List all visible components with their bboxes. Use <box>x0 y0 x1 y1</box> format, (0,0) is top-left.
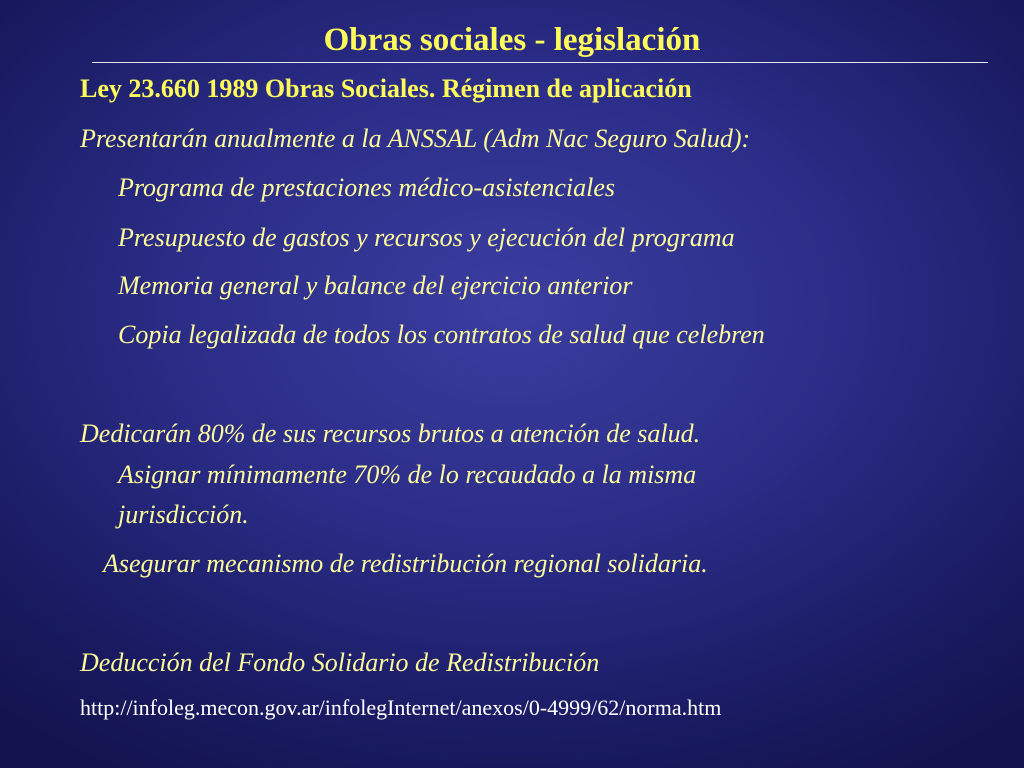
source-url-link[interactable]: http://infoleg.mecon.gov.ar/infolegInternet/anexos/0-4999/62/norma.htm <box>80 695 722 720</box>
present-item-4: Copia legalizada de todos los contratos de salud que celebren <box>118 320 765 349</box>
present-item-1: Programa de prestaciones médico-asistenciales <box>118 173 616 202</box>
present-item-2: Presupuesto de gastos y recursos y ejecución del programa <box>118 223 735 252</box>
deduction-line: Deducción del Fondo Solidario de Redistribución <box>80 648 600 677</box>
dedicate-line-1: Dedicarán 80% de sus recursos brutos a atención de salud. <box>80 419 701 448</box>
present-intro: Presentarán anualmente a la ANSSAL (Adm Nac Seguro Salud): <box>80 124 751 153</box>
law-heading: Ley 23.660 1989 Obras Sociales. Régimen de aplicación <box>80 74 692 103</box>
present-item-3: Memoria general y balance del ejercicio anterior <box>118 271 633 300</box>
dedicate-line-3: jurisdicción. <box>118 500 249 529</box>
title-underline <box>92 62 988 63</box>
dedicate-line-2: Asignar mínimamente 70% de lo recaudado a la misma <box>118 460 697 489</box>
ensure-line: Asegurar mecanismo de redistribución regional solidaria. <box>103 549 708 578</box>
slide-title: Obras sociales - legislación <box>323 22 701 58</box>
